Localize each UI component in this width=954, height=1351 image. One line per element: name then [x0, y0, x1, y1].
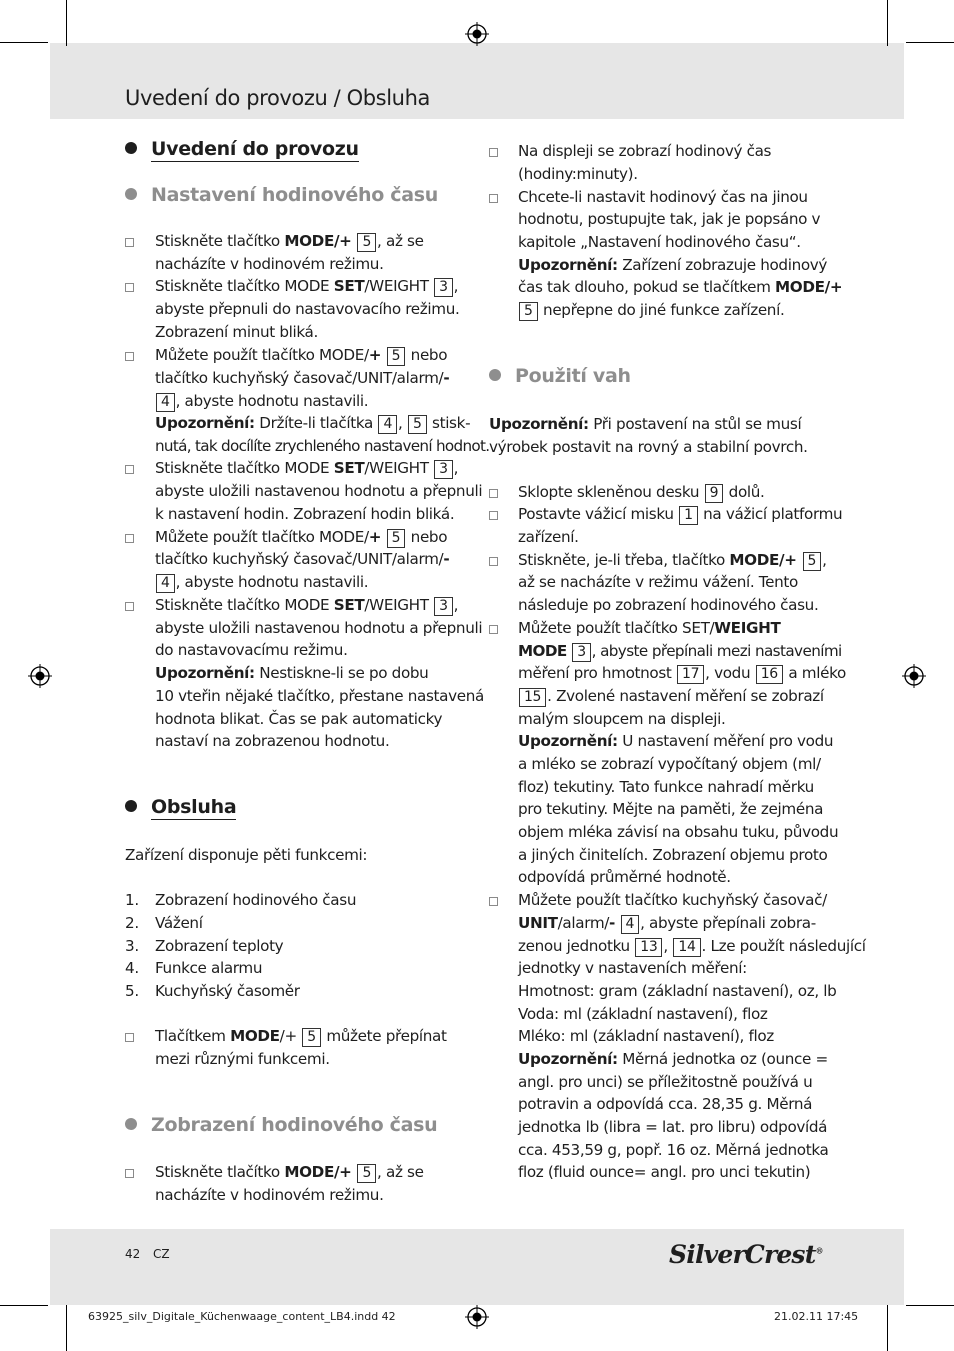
checkbox-bullet-icon	[489, 194, 498, 203]
key-ref: 16	[756, 665, 783, 684]
key-ref: 13	[635, 938, 662, 957]
key-ref: 15	[519, 688, 546, 707]
key-ref: 4	[378, 415, 397, 434]
checkbox-bullet-icon	[125, 238, 134, 247]
checkbox-bullet-icon	[125, 465, 134, 474]
key-ref: 17	[677, 665, 704, 684]
bullet-dot-icon	[125, 1118, 137, 1130]
key-ref: 3	[434, 278, 453, 297]
key-ref: 5	[387, 529, 406, 548]
registration-mark-icon	[465, 22, 489, 46]
key-ref: 3	[572, 643, 590, 662]
key-ref: 3	[434, 597, 453, 616]
key-ref: 5	[302, 1028, 321, 1047]
section-heading-pouziti: Použití vah	[489, 365, 631, 387]
key-ref: 5	[387, 347, 406, 366]
key-ref: 9	[705, 484, 724, 503]
key-ref: 4	[621, 915, 640, 934]
key-ref: 5	[519, 302, 538, 321]
checkbox-bullet-icon	[489, 489, 498, 498]
checkbox-bullet-icon	[489, 148, 498, 157]
list-item: Zobrazení hodinového času	[155, 891, 357, 909]
key-ref: 14	[673, 938, 700, 957]
list-item: Vážení	[155, 914, 203, 932]
page-title: Uvedení do provozu / Obsluha	[125, 86, 430, 110]
crop-mark	[887, 0, 888, 46]
checkbox-bullet-icon	[489, 557, 498, 566]
page-number: 42	[125, 1247, 141, 1261]
registration-mark-icon	[28, 664, 52, 688]
key-ref: 5	[357, 1164, 376, 1183]
list-item: Funkce alarmu	[155, 959, 263, 977]
checkbox-bullet-icon	[125, 1033, 134, 1042]
checkbox-bullet-icon	[125, 352, 134, 361]
key-ref: 4	[156, 393, 175, 412]
checkbox-bullet-icon	[125, 283, 134, 292]
bullet-dot-icon	[125, 142, 137, 154]
registration-mark-icon	[465, 1305, 489, 1329]
language-code: CZ	[153, 1247, 170, 1261]
file-slug: 63925_silv_Digitale_Küchenwaage_content_LB4.indd 42	[88, 1310, 396, 1323]
checkbox-bullet-icon	[125, 534, 134, 543]
crop-mark	[66, 0, 67, 46]
obsluha-intro: Zařízení disponuje pěti funkcemi:	[125, 846, 368, 864]
key-ref: 1	[679, 506, 698, 525]
checkbox-bullet-icon	[125, 1169, 134, 1178]
checkbox-bullet-icon	[125, 602, 134, 611]
checkbox-bullet-icon	[489, 897, 498, 906]
checkbox-bullet-icon	[489, 511, 498, 520]
crop-mark	[66, 1305, 67, 1351]
registration-mark-icon	[902, 664, 926, 688]
key-ref: 5	[408, 415, 427, 434]
list-item: Kuchyňský časoměr	[155, 982, 300, 1000]
checkbox-bullet-icon	[489, 625, 498, 634]
key-ref: 3	[434, 460, 453, 479]
crop-mark	[906, 42, 954, 43]
list-item: Zobrazení teploty	[155, 937, 284, 955]
section-heading-zobrazeni: Zobrazení hodinového času	[125, 1114, 437, 1136]
key-ref: 5	[803, 552, 822, 571]
crop-mark	[887, 1305, 888, 1351]
key-ref: 5	[357, 233, 376, 252]
crop-mark	[0, 1305, 48, 1306]
key-ref: 4	[156, 574, 175, 593]
print-timestamp: 21.02.11 17:45	[774, 1310, 859, 1323]
bullet-dot-icon	[125, 188, 137, 200]
section-heading-uvedeni: Uvedení do provozu	[125, 138, 359, 160]
bullet-dot-icon	[489, 369, 501, 381]
bullet-dot-icon	[125, 800, 137, 812]
brand-logo: SilverCrest®	[669, 1240, 823, 1269]
section-heading-obsluha: Obsluha	[125, 796, 236, 818]
crop-mark	[0, 42, 48, 43]
section-heading-nastaveni: Nastavení hodinového času	[125, 184, 438, 206]
crop-mark	[906, 1305, 954, 1306]
